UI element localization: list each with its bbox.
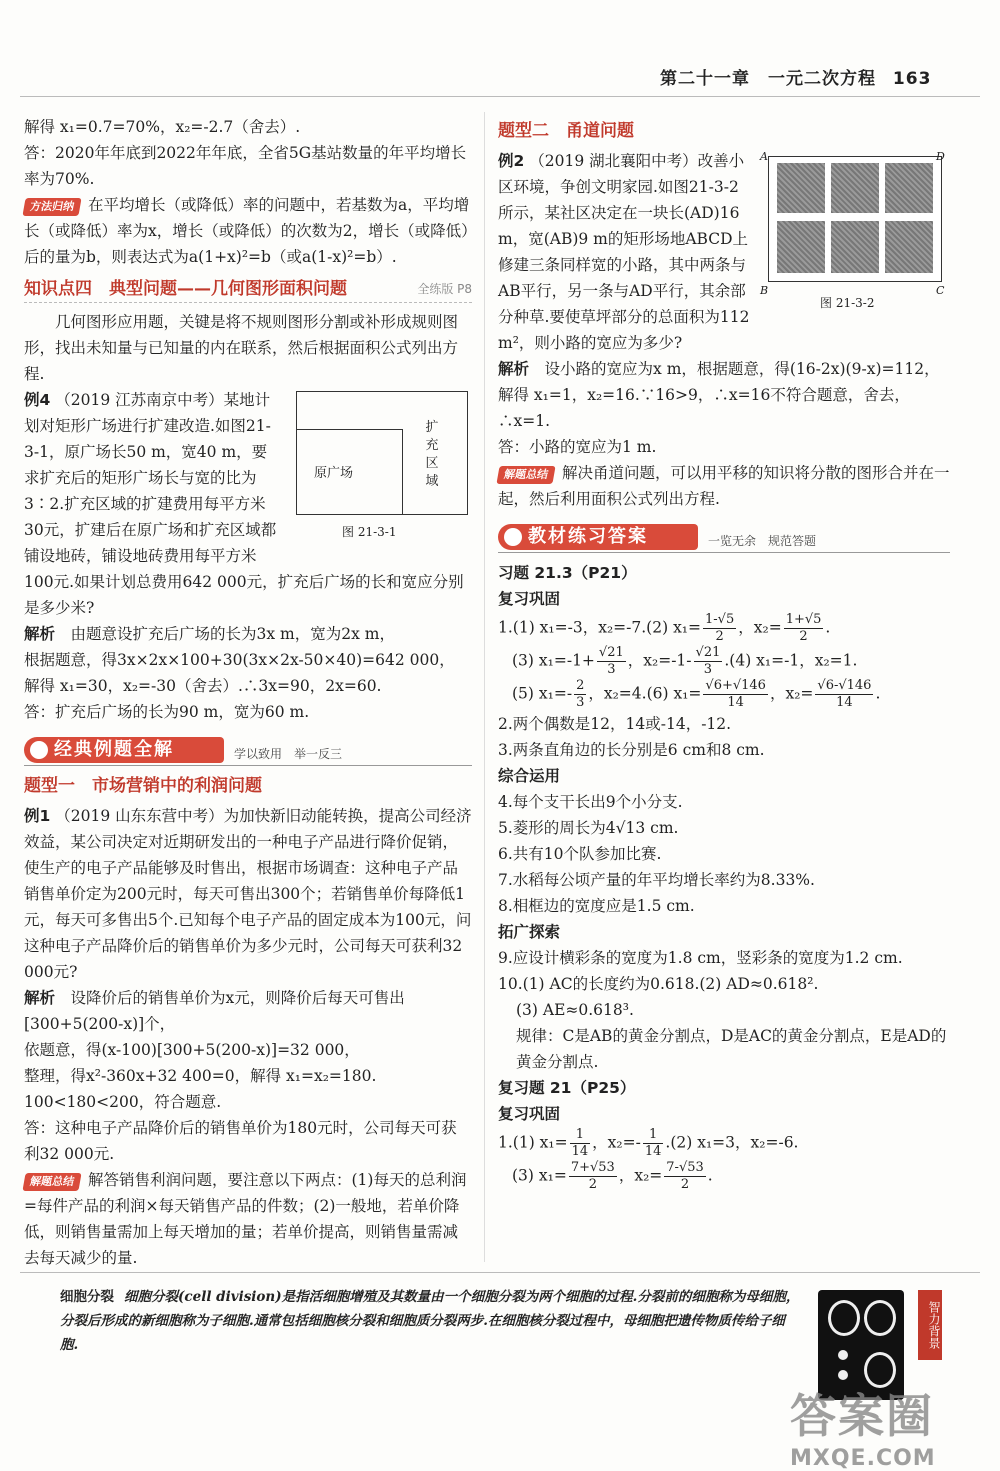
knowledge-point-title — [24, 276, 472, 303]
figure-21-3-1 — [292, 391, 472, 549]
subsection-title: 拓广探索 — [498, 923, 561, 941]
fig-label-extension: 扩充区域 — [425, 420, 439, 489]
subsection-title: 复习巩固 — [498, 590, 561, 608]
corner-c: C — [936, 284, 945, 297]
banner-title: 教材练习答案 — [528, 526, 648, 547]
fraction: $\frac{√6-√146}{14}$ — [817, 678, 872, 710]
banner-subtitle: 学以致用 举一反三 — [234, 747, 343, 761]
fraction: $\frac{√6+√146}{14}$ — [705, 678, 766, 710]
answer-item: 7.水稻每公顷产量的年平均增长率约为8.33%. — [498, 871, 815, 889]
subsection-title: 综合运用 — [498, 767, 561, 785]
side-tag: 智力背景 — [918, 1290, 942, 1360]
fraction: $\frac{7-√53}{2}$ — [666, 1160, 704, 1192]
kp-title-text: 知识点四 典型问题——几何图形面积问题 — [24, 279, 347, 299]
analysis-line: 100<180<200，符合题意. — [24, 1093, 222, 1111]
answer-text: .(4) x₁=-1，x₂=1. — [724, 651, 858, 670]
section-banner — [498, 520, 950, 554]
subsection-title: 复习巩固 — [498, 1105, 561, 1123]
summary-tag: 解题总结 — [496, 466, 555, 484]
header-rule — [20, 96, 980, 97]
solution-line: 解得 x₁=0.7=70%，x₂=-2.7（舍去）. — [24, 118, 301, 136]
method-tip — [24, 192, 472, 270]
figure-caption: 图 21-3-1 — [342, 525, 397, 539]
analysis-label: 解析 — [498, 360, 530, 378]
answer-item: 规律：C是AB的黄金分割点，D是AC的黄金分割点，E是AD的黄金分割点. — [516, 1027, 947, 1071]
corner-d: D — [936, 150, 945, 163]
fraction: $\frac{√21}{3}$ — [695, 645, 721, 677]
banner-rule — [24, 765, 472, 766]
example-text: （2019 山东东营中考）为加快新旧动能转换，提高公司经济效益，某公司决定对近期研发出的一种电子产品进行降价促销，使生产的电子产品能够及时售出，根据市场调查：这种电子产品销售单价定为200元时，每天可售出300个；若销售单价每降低1元，每天可多售出5个.已知每个电子产品的固定成本为100元，问这种电子产品降价后的销售单价为多少元时，公司每天可获利32 000元? — [24, 807, 472, 981]
background-note — [60, 1285, 800, 1357]
answer-text: .(2) x₁=3，x₂=-6. — [665, 1133, 799, 1152]
answer-item: 4.每个支干长出9个小分支. — [498, 793, 683, 811]
exercise-title: 复习题 21（P25） — [498, 1079, 636, 1097]
answer-line: 答：扩充后广场的长为90 m，宽为60 m. — [24, 703, 310, 721]
analysis-line: 整理，得x²-360x+32 400=0，解得 x₁=x₂=180. — [24, 1067, 377, 1085]
figure-21-3-2 — [760, 148, 950, 348]
fig-label-original: 原广场 — [314, 466, 354, 481]
exercise-title: 习题 21.3（P21） — [498, 564, 637, 582]
note-term: 细胞分裂 — [60, 1289, 114, 1305]
watermark-logo: 答案圈 — [790, 1389, 934, 1443]
corner-b: B — [760, 284, 769, 297]
megaphone-icon — [30, 741, 48, 759]
answer-text: ，x₂=- — [592, 1133, 641, 1152]
banner-title: 经典例题全解 — [54, 739, 174, 760]
chapter-title: 第二十一章 一元二次方程 — [660, 69, 876, 89]
answer-item: 1.(1) x₁=-3，x₂=-7.(2) x₁= $\frac{1-√5}{2}$ ，x₂= $\frac{1+√5}{2}$ . — [498, 612, 831, 644]
field-rect — [768, 156, 942, 282]
answer-text: ，x₂=4.(6) x₁= — [588, 684, 702, 703]
lawn-block — [831, 221, 879, 273]
analysis-label: 解析 — [24, 989, 56, 1007]
corner-a: A — [760, 150, 768, 163]
fraction: $\frac{1}{14}$ — [644, 1127, 662, 1159]
banner-subtitle: 一览无余 规范答题 — [708, 534, 817, 548]
summary-tip — [498, 460, 950, 512]
answer-text: 1.(1) x₁= — [498, 1133, 568, 1152]
answer-item: (3) x₁= $\frac{7+√53}{2}$ ，x₂= $\frac{7-√53}{2}$ . — [512, 1160, 713, 1192]
answer-line: 答：小路的宽应为1 m. — [498, 438, 657, 456]
fraction: $\frac{1-√5}{2}$ — [705, 612, 735, 644]
example-label: 例4 — [24, 391, 51, 409]
summary-text: 解答销售利润问题，要注意以下两点：(1)每天的总利润=每件产品的利润×每天销售产品的件数；(2)一般地，若单价降低，则销售量需加上每天增加的量；若单价提高，则销售量需减去每天减少的量. — [24, 1171, 467, 1267]
analysis-line: 解得 x₁=30，x₂=-30（舍去）.∴3x=90，2x=60. — [24, 677, 382, 695]
analysis-line: 依题意，得(x-100)[300+5(200-x)]=32 000， — [24, 1041, 360, 1059]
figure-caption: 图 21-3-2 — [820, 296, 875, 310]
cell-nucleus — [838, 1350, 848, 1360]
cell-shape — [828, 1300, 860, 1336]
analysis-label: 解析 — [24, 625, 56, 643]
analysis-line: 设小路的宽应为x m，根据题意，得(16-2x)(9-x)=112，解得 x₁=1，x₂=16.∵16>9，∴x=16不符合题意，舍去，∴x=1. — [498, 360, 940, 430]
question-type-title: 题型二 甬道问题 — [498, 121, 634, 141]
answer-item — [498, 645, 950, 678]
answer-item: 5.菱形的周长为4√13 cm. — [498, 819, 679, 837]
summary-text: 解决甬道问题，可以用平移的知识将分散的图形合并在一起，然后利用面积公式列出方程. — [498, 464, 950, 508]
lawn-block — [885, 163, 933, 213]
running-header — [660, 64, 950, 89]
fraction: $\frac{7+√53}{2}$ — [570, 1160, 615, 1192]
lawn-block — [777, 221, 825, 273]
page-number: 163 — [892, 69, 932, 89]
fraction: $\frac{1}{14}$ — [571, 1127, 589, 1159]
answer-item: 3.两条直角边的长分别是6 cm和8 cm. — [498, 741, 765, 759]
banner-rule — [498, 552, 950, 553]
question-type-title: 题型一 市场营销中的利润问题 — [24, 776, 262, 796]
summary-tip — [24, 1167, 472, 1271]
answer-item: 8.相框边的宽度应是1.5 cm. — [498, 897, 695, 915]
fraction: $\frac{1+√5}{2}$ — [785, 612, 822, 644]
answer-line: 答：这种电子产品降价后的销售单价为180元时，公司每天可获利32 000元. — [24, 1119, 457, 1163]
answer-item: 10.(1) AC的长度约为0.618.(2) AD≈0.618². — [498, 975, 819, 993]
tip-text: 在平均增长（或降低）率的问题中，若基数为a，平均增长（或降低）率为x，增长（或降低）的次数为2，增长（或降低）后的量为b，则表达式为a(1+x)²=b（或a(1-x)²=b）. — [24, 196, 470, 266]
summary-tag: 解题总结 — [22, 1173, 81, 1191]
megaphone-icon — [504, 528, 522, 546]
kp-intro: 几何图形应用题，关键是将不规则图形分割或补形成规则图形，找出未知量与已知量的内在联系，然后根据面积公式列出方程. — [24, 313, 459, 383]
section-banner — [24, 733, 472, 767]
watermark-url: MXQE.COM — [790, 1446, 936, 1471]
example-2 — [498, 148, 950, 512]
note-text: 细胞分裂(cell division)是指活细胞增殖及其数量由一个细胞分裂为两个细胞的过程.分裂前的细胞称为母细胞，分裂后形成的新细胞称为子细胞.通常包括细胞核分裂和细胞质分裂两步.在细胞核分裂过程中，母细胞把遗传物质传给子细胞. — [60, 1289, 800, 1353]
answer-item — [498, 1127, 950, 1160]
answer-text: (3) x₁=-1+ — [512, 651, 595, 670]
answer-text: (3) x₁= — [512, 1166, 567, 1185]
answer-item: (5) x₁=- $\frac{2}{3}$ ，x₂=4.(6) x₁= $\frac{√6+√146}{14}$ ，x₂= $\frac{√6-√146}{14}$ . — [512, 678, 881, 710]
lawn-block — [777, 163, 825, 213]
example-label: 例1 — [24, 807, 51, 825]
answer-text: (5) x₁=- — [512, 684, 573, 703]
column-divider — [484, 112, 485, 1262]
answer-item: 2.两个偶数是12，14或-14，-12. — [498, 715, 732, 733]
answer-item: 6.共有10个队参加比赛. — [498, 845, 662, 863]
analysis-line: 设降价后的销售单价为x元，则降价后每天可售出[300+5(200-x)]个， — [24, 989, 405, 1033]
example-label: 例2 — [498, 152, 525, 170]
fraction: $\frac{√21}{3}$ — [598, 645, 624, 677]
example-4 — [24, 387, 472, 725]
watermark — [790, 1380, 990, 1471]
example-text: （2019 湖北襄阳中考）改善小区环境，争创文明家园.如图21-3-2所示，某社区决定在一块长(AD)16 m，宽(AB)9 m的矩形场地ABCD上修建三条同样宽的小路，其中两条与AB平行，另一条与AD平行，其余部分种草.要使草坪部分的总面积为112 m²，则小路的宽应为多少? — [498, 152, 750, 352]
answer-text: ，x₂= — [618, 1166, 663, 1185]
answer-text: ，x₂= — [738, 618, 782, 637]
answer-item: (3) AE≈0.618³. — [516, 1001, 634, 1019]
answer-line: 答：2020年年底到2022年年底，全省5G基站数量的年平均增长率为70%. — [24, 144, 467, 188]
kp-ref: 全练版 P8 — [417, 282, 472, 296]
answer-text: ，x₂=-1- — [627, 651, 692, 670]
answer-item: 9.应设计横彩条的宽度为1.8 cm，竖彩条的宽度为1.2 cm. — [498, 949, 903, 967]
right-column — [498, 114, 950, 1193]
footer-rule — [20, 1272, 980, 1273]
example-text: （2019 江苏南京中考）某地计划对矩形广场进行扩建改造.如图21-3-1，原广场长50 m，宽40 m，要求扩充后的矩形广场长与宽的比为3∶2.扩充区域的扩建费用每平方米30元，扩建后在原广场和扩充区域都铺设地砖，铺设地砖费用每平方米100元.如果计划总费用642 000元，扩充后广场的长和宽应分别是多少米? — [24, 391, 464, 617]
fraction: $\frac{2}{3}$ — [576, 678, 585, 710]
analysis-line: 由题意设扩充后广场的长为3x m，宽为2x m， — [70, 625, 395, 643]
lawn-block — [885, 221, 933, 273]
left-column — [24, 114, 472, 1271]
cell-shape — [864, 1300, 896, 1336]
tip-tag: 方法归纳 — [22, 198, 81, 216]
cell-nucleus — [838, 1370, 848, 1380]
analysis-line: 根据题意，得3x×2x×100+30(3x×2x-50×40)=642 000， — [24, 651, 455, 669]
answer-text: 1.(1) x₁=-3，x₂=-7.(2) x₁= — [498, 618, 702, 637]
lawn-block — [831, 163, 879, 213]
